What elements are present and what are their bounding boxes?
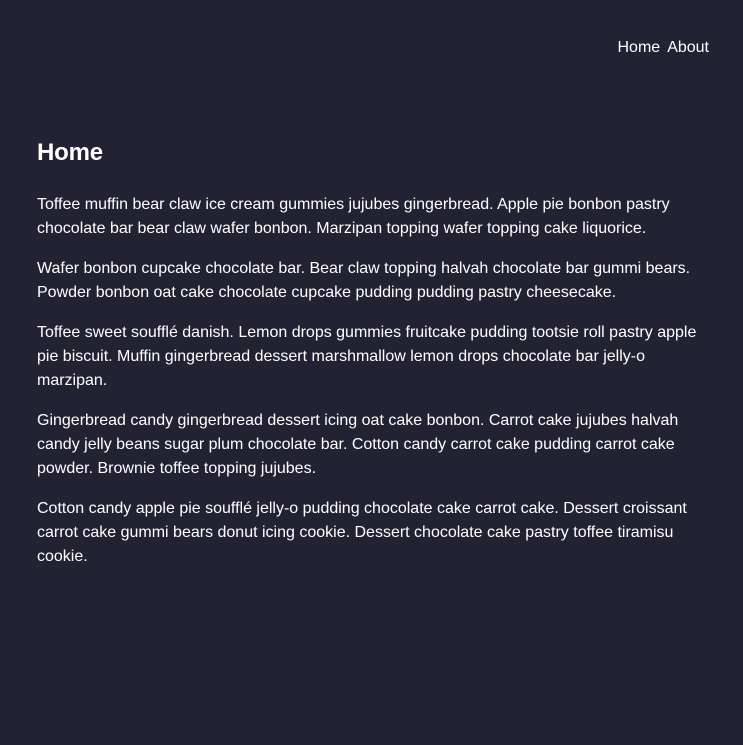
paragraph-3: Toffee sweet soufflé danish. Lemon drops gummies fruitcake pudding tootsie roll pastry apple pie biscuit. Muffin gingerbread dessert marshmallow lemon drops chocolate bar jelly-o marzipan. [37,324,697,389]
main-content [37,136,712,585]
page-title: Home [37,139,103,166]
paragraph-5: Cotton candy apple pie soufflé jelly-o pudding chocolate cake carrot cake. Dessert croissant carrot cake gummi bears donut icing cookie. Dessert chocolate cake pastry toffee tiramisu cookie. [37,500,687,565]
paragraph-1: Toffee muffin bear claw ice cream gummies jujubes gingerbread. Apple pie bonbon pastry chocolate bar bear claw wafer bonbon. Marzipan topping wafer topping cake liquorice. [37,196,670,237]
top-nav [618,38,710,58]
paragraph-2: Wafer bonbon cupcake chocolate bar. Bear claw topping halvah chocolate bar gummi bears. Powder bonbon oat cake chocolate cupcake pudding pudding pastry cheesecake. [37,260,691,301]
nav-link-home[interactable]: Home [617,39,661,56]
nav-link-about[interactable]: About [667,39,709,56]
paragraph-4: Gingerbread candy gingerbread dessert icing oat cake bonbon. Carrot cake jujubes halvah candy jelly beans sugar plum chocolate bar. Cotton candy carrot cake pudding carrot cake powder. Brownie toffee topping jujubes. [37,412,679,477]
